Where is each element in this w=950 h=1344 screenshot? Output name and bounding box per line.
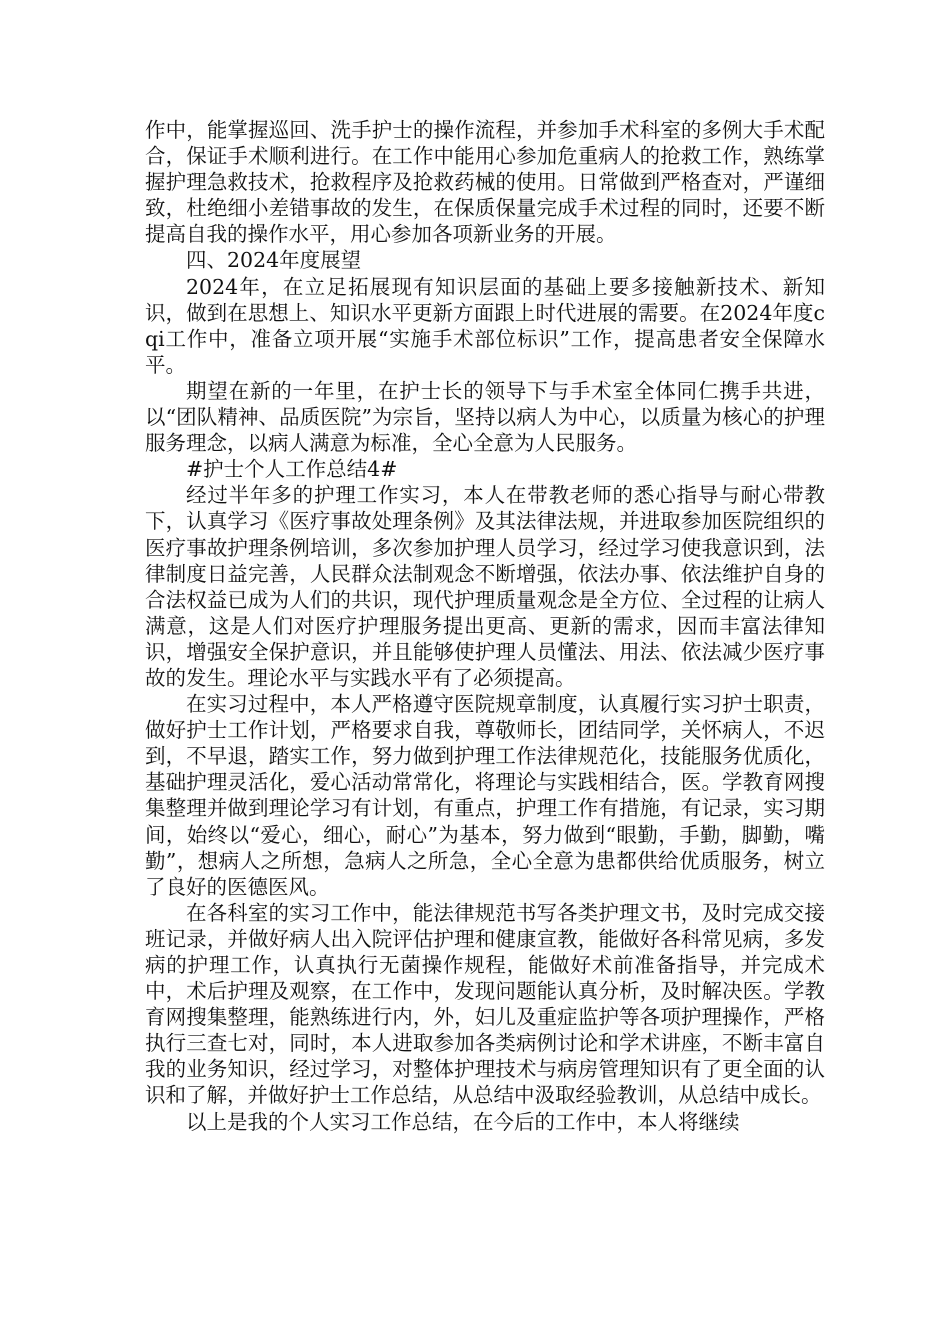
paragraph-continued: 作中，能掌握巡回、洗手护士的操作流程，并参加手术科室的多例大手术配合，保证手术顺利进行。在工作中能用心参加危重病人的抢救工作，熟练掌握护理急救技术，抢救程序及抢救药械的使用。日常做到严格查对，严谨细致，杜绝细小差错事故的发生，在保质保量完成手术过程的同时，还要不断提高自我的操作水平，用心参加各项新业务的开展。	[145, 118, 825, 247]
paragraph-summary-departments: 在各科室的实习工作中，能法律规范书写各类护理文书，及时完成交接班记录，并做好病人出入院评估护理和健康宣教，能做好各科常见病，多发病的护理工作，认真执行无菌操作规程，能做好术前准备指导，并完成术中，术后护理及观察，在工作中，发现问题能认真分析，及时解决医。学教育网搜集整理，能熟练进行内，外，妇儿及重症监护等各项护理操作，严格执行三查七对，同时，本人进取参加各类病例讨论和学术讲座，不断丰富自我的业务知识，经过学习，对整体护理技术与病房管理知识有了更全面的认识和了解，并做好护士工作总结，从总结中汲取经验教训，从总结中成长。	[145, 900, 825, 1108]
paragraph-outlook-plan: 2024年，在立足拓展现有知识层面的基础上要多接触新技术、新知识，做到在思想上、知识水平更新方面跟上时代进展的需要。在2024年度cqi工作中，准备立项开展“实施手术部位标识”工作，提高患者安全保障水平。	[145, 274, 825, 377]
paragraph-summary-legal: 经过半年多的护理工作实习，本人在带教老师的悉心指导与耐心带教下，认真学习《医疗事故处理条例》及其法律法规，并进取参加医院组织的医疗事故护理条例培训，多次参加护理人员学习，经过学习使我意识到，法律制度日益完善，人民群众法制观念不断增强，依法办事、依法维护自身的合法权益已成为人们的共识，现代护理质量观念是全方位、全过程的让病人满意，这是人们对医疗护理服务提出更高、更新的需求，因而丰富法律知识，增强安全保护意识，并且能够使护理人员懂法、用法、依法减少医疗事故的发生。理论水平与实践水平有了必须提高。	[145, 483, 825, 690]
paragraph-summary-internship: 在实习过程中，本人严格遵守医院规章制度，认真履行实习护士职责，做好护士工作计划，严格要求自我，尊敬师长，团结同学，关怀病人，不迟到，不早退，踏实工作，努力做到护理工作法律规范化，技能服务优质化，基础护理灵活化，爱心活动常常化，将理论与实践相结合，医。学教育网搜集整理并做到理论学习有计划，有重点，护理工作有措施，有记录，实习期间，始终以“爱心，细心，耐心”为基本，努力做到“眼勤，手勤，脚勤，嘴勤”，想病人之所想，急病人之所急，全心全意为患都供给优质服务，树立了良好的医德医风。	[145, 692, 825, 899]
document-body	[145, 117, 825, 1135]
paragraph-outlook-hope: 期望在新的一年里，在护士长的领导下与手术室全体同仁携手共进，以“团队精神、品质医院”为宗旨，坚持以病人为中心，以质量为核心的护理服务理念，以病人满意为标准，全心全意为人民服务。	[145, 378, 825, 456]
paragraph-summary-closing: 以上是我的个人实习工作总结，在今后的工作中，本人将继续	[186, 1109, 740, 1134]
section-heading-summary-4: #护士个人工作总结4#	[186, 457, 398, 482]
section-heading-outlook: 四、2024年度展望	[186, 248, 362, 273]
